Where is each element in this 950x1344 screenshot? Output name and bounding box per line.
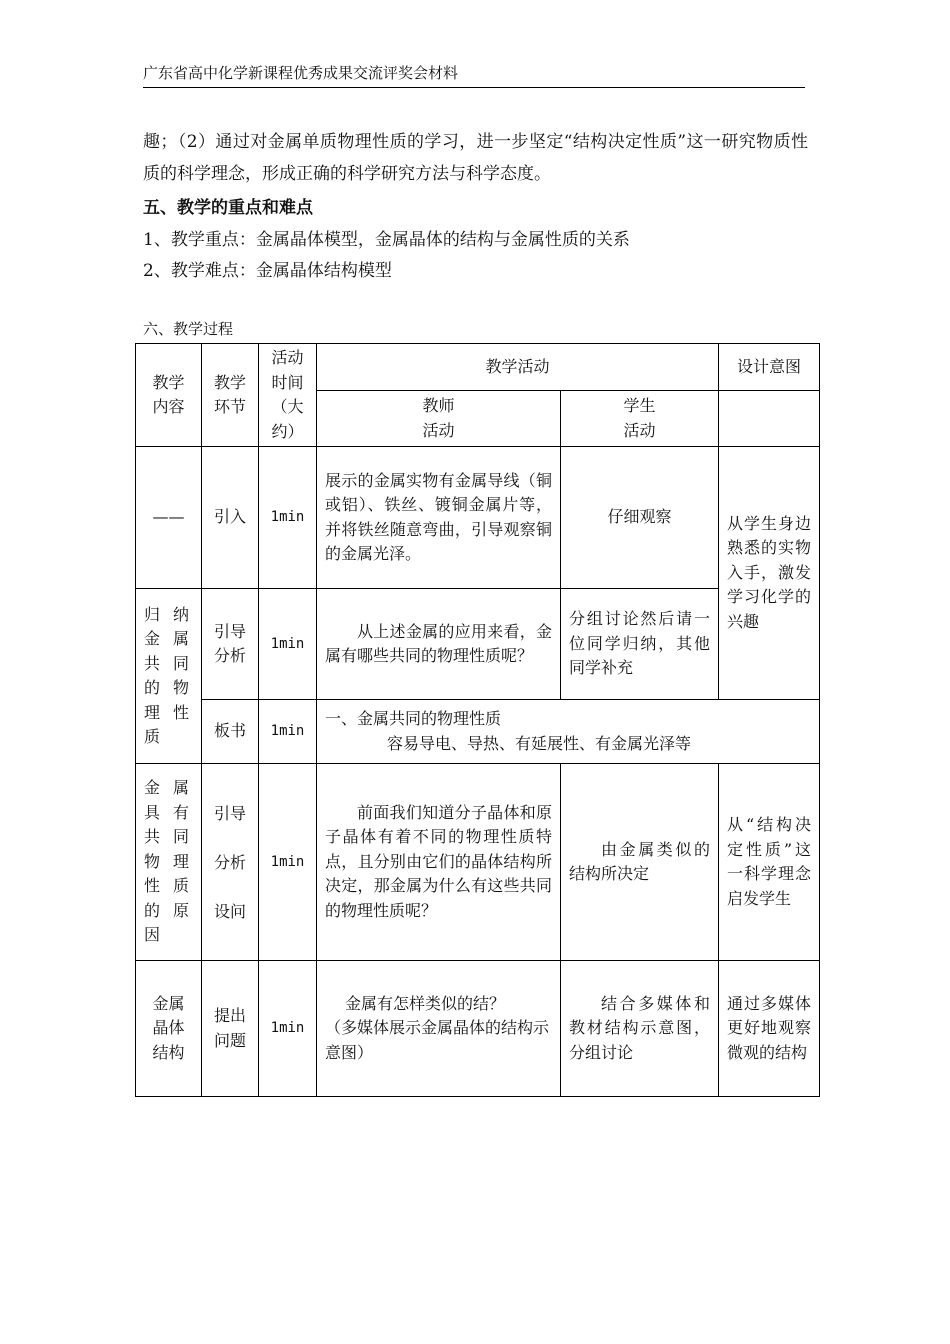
- page-header: 广东省高中化学新课程优秀成果交流评奖会材料: [143, 62, 805, 88]
- header-design-blank: [719, 391, 820, 447]
- row2-stage: 引导分析: [202, 589, 259, 700]
- row4-stage: [202, 764, 259, 961]
- row5-student: 结合多媒体和教材结构示意图，分组讨论: [561, 961, 719, 1097]
- row2-time: 1min: [259, 589, 317, 700]
- row4-teacher: 前面我们知道分子晶体和原子晶体有着不同的物理性质特点，且分别由它们的晶体结构所决定，那金属为什么有这些共同的物理性质呢？: [317, 764, 561, 961]
- header-teacher-line: 活动: [422, 420, 455, 440]
- header-stage: 教学环节: [202, 344, 259, 447]
- header-design: 设计意图: [719, 344, 820, 391]
- header-time-line: 活动: [271, 348, 304, 367]
- row1-content: ——: [136, 447, 202, 589]
- row4-student: 由金属类似的结构所决定: [561, 764, 719, 961]
- row5-teacher-line1: 金属有怎样类似的结？: [345, 993, 506, 1013]
- header-student-line: 学生: [623, 396, 656, 415]
- row4-stage-line: 分析: [213, 852, 246, 872]
- header-time-line: 时间: [271, 372, 304, 392]
- row2-teacher: 从上述金属的应用来看，金属有哪些共同的物理性质呢？: [317, 589, 561, 700]
- header-content: 教学内容: [136, 344, 202, 447]
- row4-content: 金属具有共同物理性质的原因: [136, 764, 202, 961]
- section-5-heading: 五、教学的重点和难点: [143, 198, 313, 218]
- row4-stage-line: 设问: [213, 901, 246, 921]
- row1-design: 从学生身边熟悉的实物入手，激发学习化学的兴趣: [719, 447, 820, 700]
- teaching-process-table: [135, 343, 820, 1097]
- difficult-point: 2、教学难点：金属晶体结构模型: [143, 261, 392, 281]
- row1-stage: 引入: [202, 447, 259, 589]
- header-student-line: 活动: [623, 420, 656, 440]
- row3-time: 1min: [259, 700, 317, 764]
- header-time: [259, 344, 317, 447]
- row5-design: 通过多媒体更好地观察微观的结构: [719, 961, 820, 1097]
- key-point: 1、教学重点：金属晶体模型，金属晶体的结构与金属性质的关系: [143, 230, 630, 250]
- header-time-line: （大: [271, 397, 304, 416]
- section-6-caption: 六、教学过程: [143, 320, 234, 338]
- row5-content: 金属晶体结构: [136, 961, 202, 1097]
- row1-student: 仔细观察: [561, 447, 719, 589]
- row5-stage: 提出问题: [202, 961, 259, 1097]
- header-teacher-line: 教师: [422, 396, 455, 415]
- header-activity: 教学活动: [317, 344, 719, 391]
- row1-teacher: 展示的金属实物有金属导线（铜或铝）、铁丝、镀铜金属片等，并将铁丝随意弯曲，引导观察铜的金属光泽。: [317, 447, 561, 589]
- row5-teacher-line2: （多媒体展示金属晶体的结构示意图）: [325, 1018, 550, 1062]
- intro-paragraph: 趣；（2）通过对金属单质物理性质的学习，进一步坚定“结构决定性质”这一研究物质性质的科学理念，形成正确的科学研究方法与科学态度。: [143, 132, 808, 184]
- row3-stage: 板书: [202, 700, 259, 764]
- row5-teacher: [317, 961, 561, 1097]
- header-time-line: 约）: [271, 421, 304, 441]
- row2-content: 归纳金属共同的物理性质: [136, 589, 202, 764]
- row4-stage-line: 引导: [213, 803, 246, 823]
- row4-time: 1min: [259, 764, 317, 961]
- board-line-1: 一、金属共同的物理性质: [325, 709, 502, 728]
- row2-student: 分组讨论然后请一位同学归纳，其他同学补充: [561, 589, 719, 700]
- row3-board: [317, 700, 820, 764]
- header-student: [561, 391, 719, 447]
- header-teacher: [317, 391, 561, 447]
- row5-time: 1min: [259, 961, 317, 1097]
- row1-time: 1min: [259, 447, 317, 589]
- board-line-2: 容易导电、导热、有延展性、有金属光泽等: [387, 733, 692, 753]
- row4-design: 从“结构决定性质”这一科学理念启发学生: [719, 764, 820, 961]
